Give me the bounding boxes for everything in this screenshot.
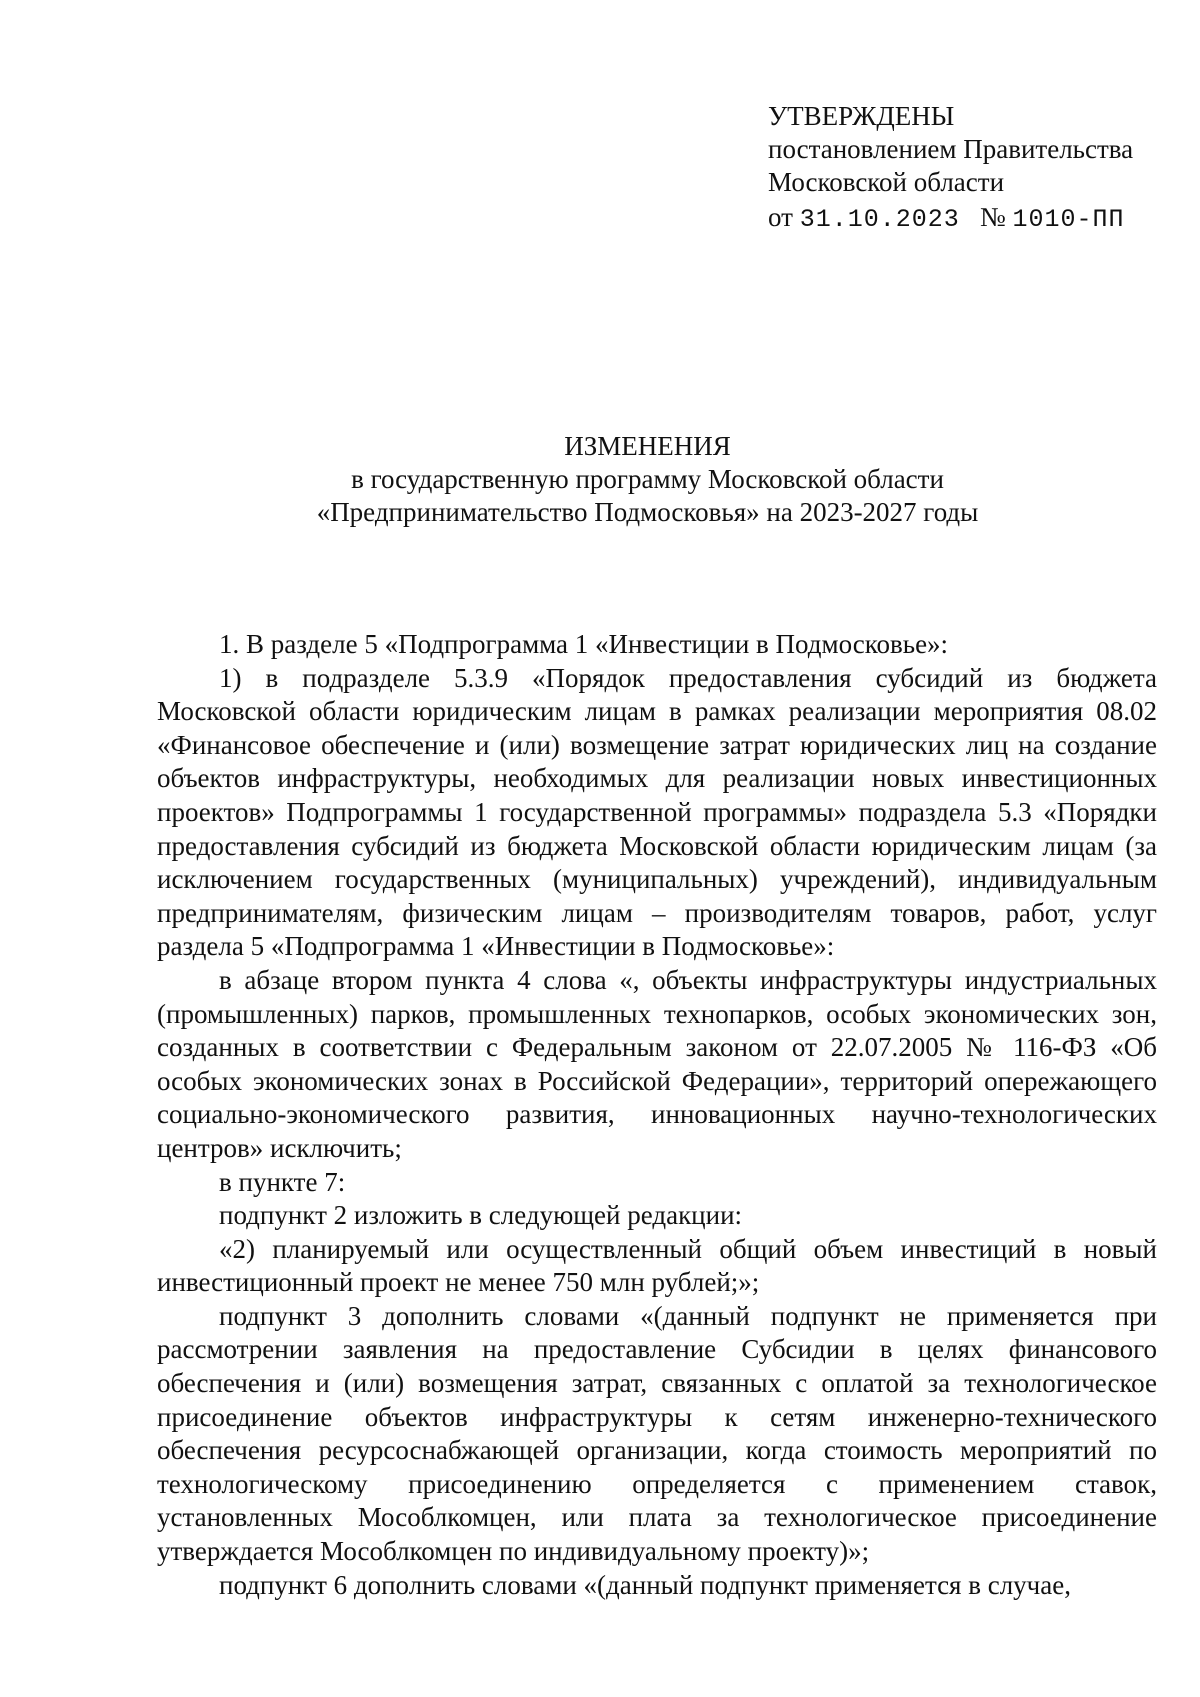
paragraph-subpoint-6: подпункт 6 дополнить словами «(данный подпункт применяется в случае, (219, 1569, 1071, 1600)
approval-date-prefix: от (768, 202, 793, 232)
approval-title: УТВЕРЖДЕНЫ (768, 101, 955, 131)
heading-subtitle-line-2: «Предпринимательство Подмосковья» на 2023-2027 годы (316, 497, 979, 527)
approval-date-line (768, 201, 1188, 236)
approval-date-value: 31.10.2023 (799, 205, 960, 234)
approval-number-sign: № (979, 202, 1006, 232)
approval-line-resolution: постановлением Правительства (768, 134, 1134, 164)
paragraph-point-7: в пункте 7: (219, 1166, 346, 1197)
approval-stamp (768, 100, 1188, 236)
approval-line-region: Московской области (768, 167, 1005, 197)
approval-number-value: 1010-ПП (1012, 205, 1125, 234)
document-body (157, 628, 1157, 1602)
paragraph-item-1: 1) в подразделе 5.3.9 «Порядок предоставления субсидий из бюджета Московской области юридическим лицам в рамках реализации мероприятия 08.02 «Финансовое обеспечение и (или) возмещение затрат юридических лиц на создание объектов инфраструктуры, необходимых для реализации новых инвестиционных проектов» Подпрограммы 1 государственной программы» подраздела 5.3 «Порядки предоставления субсидий из бюджета Московской области юридическим лицам (за исключением государственных (муниципальных) учреждений), индивидуальным предпринимателям, физическим лицам – производителям товаров, работ, услуг раздела 5 «Подпрограмма 1 «Инвестиции в Подмосковье»: (157, 662, 1157, 962)
paragraph-subpoint-3: подпункт 3 дополнить словами «(данный подпункт не применяется при рассмотрении заявления на предоставление Субсидии в целях финансового обеспечения и (или) возмещения затрат, связанных с оплатой за технологическое присоединение объектов инфраструктуры к сетям инженерно-технического обеспечения ресурсоснабжающей организации, когда стоимость мероприятий по технологическому присоединению определяется с применением ставок, установленных Мособлкомцен, или плата за технологическое присоединение утверждается Мособлкомцен по индивидуальному проекту)»; (157, 1300, 1157, 1567)
paragraph-section-1: 1. В разделе 5 «Подпрограмма 1 «Инвестиции в Подмосковье»: (219, 629, 949, 659)
paragraph-subpoint-2-text: «2) планируемый или осуществленный общий объем инвестиций в новый инвестиционный проект не менее 750 млн рублей;»; (157, 1233, 1157, 1298)
paragraph-subpoint-2-intro: подпункт 2 изложить в следующей редакции: (219, 1200, 743, 1231)
document-heading (160, 430, 1135, 529)
heading-subtitle-line-1: в государственную программу Московской области (351, 464, 944, 494)
paragraph-point-4: в абзаце втором пункта 4 слова «, объекты инфраструктуры индустриальных (промышленных) парков, промышленных технопарков, особых экономических зон, созданных в соответствии с Федеральным законом от 22.07.2005 № 116-ФЗ «Об особых экономических зонах в Российской Федерации», территорий опережающего социально-экономического развития, инновационных научно-технологических центров» исключить; (157, 964, 1157, 1163)
heading-title: ИЗМЕНЕНИЯ (564, 431, 731, 461)
